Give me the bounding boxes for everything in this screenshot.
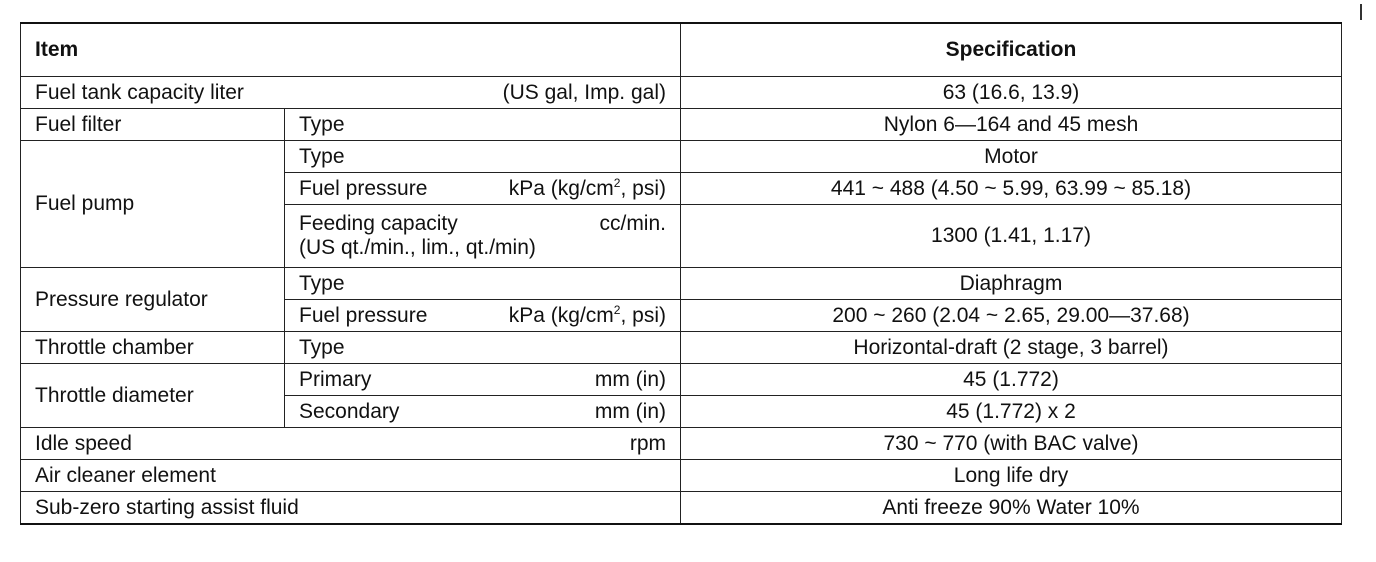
tank-label: Fuel tank capacity liter: [35, 80, 244, 104]
table-row: [21, 428, 1342, 460]
subzero-value: Anti freeze 90% Water 10%: [681, 492, 1342, 525]
table-row: [21, 77, 1342, 109]
table-row: [21, 268, 1342, 300]
regulator-type-value: Diaphragm: [681, 268, 1342, 300]
regulator-label: Pressure regulator: [21, 268, 285, 332]
pump-type-value: Motor: [681, 141, 1342, 173]
chamber-sub: Type: [285, 332, 681, 364]
scan-margin-mark: [1360, 4, 1362, 20]
pump-type-label: Type: [285, 141, 681, 173]
diameter-secondary-unit: mm (in): [594, 399, 666, 423]
filter-value: Nylon 6—164 and 45 mesh: [681, 109, 1342, 141]
chamber-label: Throttle chamber: [21, 332, 285, 364]
diameter-primary-unit: mm (in): [594, 367, 666, 391]
pump-feeding-label: Feeding capacity: [299, 212, 458, 235]
regulator-pressure-unit: kPa ($kg/cm^2$, psi): [508, 303, 666, 327]
regulator-pressure-value: 200 ~ 260 (2.04 ~ 2.65, 29.00—37.68): [681, 300, 1342, 332]
tank-unit: (US gal, Imp. gal): [502, 80, 666, 104]
fuel-system-spec-table: [20, 22, 1342, 525]
diameter-label: Throttle diameter: [21, 364, 285, 428]
subzero-label: Sub-zero starting assist fluid: [21, 492, 681, 525]
item-header: Item: [21, 23, 681, 77]
chamber-value: Horizontal-draft (2 stage, 3 barrel): [681, 332, 1342, 364]
idle-cell: [21, 428, 681, 460]
header-row: [21, 23, 1342, 77]
diameter-primary-value: 45 (1.772): [681, 364, 1342, 396]
pump-pressure-unit: kPa ($kg/cm^2$, psi): [508, 176, 666, 200]
specification-header: Specification: [681, 23, 1342, 77]
diameter-primary-label: Primary: [299, 367, 372, 391]
pump-pressure-label: Fuel pressure: [299, 176, 428, 200]
pump-feeding-line2: (US qt./min., lim., qt./min): [299, 236, 536, 259]
diameter-primary-cell: [285, 364, 681, 396]
idle-value: 730 ~ 770 (with BAC valve): [681, 428, 1342, 460]
table-row: [21, 364, 1342, 396]
idle-unit: rpm: [629, 431, 666, 455]
pump-feeding-value: 1300 (1.41, 1.17): [681, 205, 1342, 268]
pump-pressure-cell: [285, 173, 681, 205]
tank-label-cell: [21, 77, 681, 109]
filter-sub: Type: [285, 109, 681, 141]
regulator-pressure-label: Fuel pressure: [299, 303, 428, 327]
pump-pressure-value: 441 ~ 488 (4.50 ~ 5.99, 63.99 ~ 85.18): [681, 173, 1342, 205]
table-row: [21, 332, 1342, 364]
table-row: [21, 460, 1342, 492]
pump-feeding-unit: cc/min.: [599, 212, 666, 235]
regulator-type-label: Type: [285, 268, 681, 300]
diameter-secondary-label: Secondary: [299, 399, 400, 423]
air-value: Long life dry: [681, 460, 1342, 492]
pump-label: Fuel pump: [21, 141, 285, 268]
tank-value: 63 (16.6, 13.9): [681, 77, 1342, 109]
table-row: [21, 141, 1342, 173]
pump-feeding-cell: [285, 205, 681, 268]
air-label: Air cleaner element: [21, 460, 681, 492]
table-row: [21, 109, 1342, 141]
filter-label: Fuel filter: [21, 109, 285, 141]
diameter-secondary-cell: [285, 396, 681, 428]
table-row: [21, 492, 1342, 525]
regulator-pressure-cell: [285, 300, 681, 332]
idle-label: Idle speed: [35, 431, 132, 455]
diameter-secondary-value: 45 (1.772) x 2: [681, 396, 1342, 428]
